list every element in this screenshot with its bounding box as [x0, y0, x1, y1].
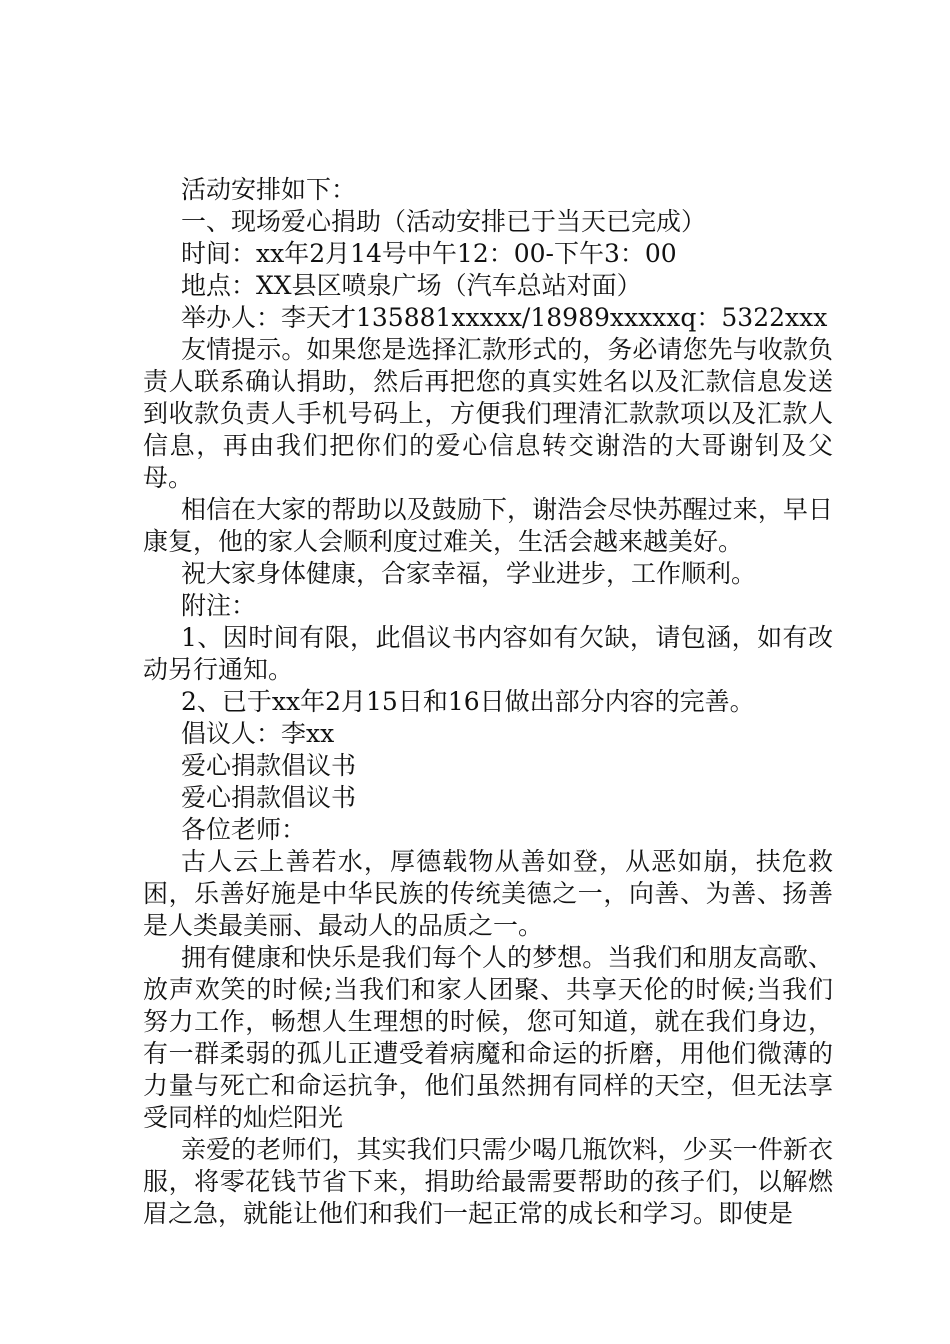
- paragraph-activity-intro: 活动安排如下：: [181, 175, 357, 204]
- document-body: [143, 174, 833, 1230]
- paragraph-wishes: 祝大家身体健康，合家幸福，学业进步，工作顺利。: [181, 559, 757, 588]
- paragraph-location: 地点：XX县区喷泉广场（汽车总站对面）: [181, 271, 642, 300]
- paragraph-note-1: 1、因时间有限，此倡议书内容如有欠缺，请包涵，如有改动另行通知。: [143, 623, 833, 684]
- paragraph-notes-heading: 附注：: [181, 591, 257, 620]
- paragraph-dear-teachers: 亲爱的老师们，其实我们只需少喝几瓶饮料，少买一件新衣服，将零花钱节省下来，捐助给最需要帮助的孩子们，以解燃眉之急，就能让他们和我们一起正常的成长和学习。即使是: [143, 1135, 833, 1228]
- paragraph-title-1: 爱心捐款倡议书: [181, 751, 357, 780]
- paragraph-health-happiness: 拥有健康和快乐是我们每个人的梦想。当我们和朋友高歌、放声欢笑的时候;当我们和家人团聚、共享天伦的时候;当我们努力工作，畅想人生理想的时候，您可知道，就在我们身边，有一群柔弱的孤儿正遭受着病魔和命运的折磨，用他们微薄的力量与死亡和命运抗争，他们虽然拥有同样的天空，但无法享受同样的灿烂阳光: [143, 943, 833, 1132]
- paragraph-proposer: 倡议人：李xx: [181, 719, 335, 748]
- paragraph-salutation: 各位老师：: [181, 815, 307, 844]
- paragraph-note-2: 2、已于xx年2月15日和16日做出部分内容的完善。: [181, 687, 755, 716]
- paragraph-ancients: 古人云上善若水，厚德载物从善如登，从恶如崩，扶危救困，乐善好施是中华民族的传统美德之一，向善、为善、扬善是人类最美丽、最动人的品质之一。: [143, 847, 833, 940]
- paragraph-reminder: 友情提示。如果您是选择汇款形式的，务必请您先与收款负责人联系确认捐助，然后再把您的真实姓名以及汇款信息发送到收款负责人手机号码上，方便我们理清汇款款项以及汇款人信息，再由我们把你们的爱心信息转交谢浩的大哥谢钊及父母。: [143, 335, 833, 492]
- paragraph-encouragement: 相信在大家的帮助以及鼓励下，谢浩会尽快苏醒过来，早日康复，他的家人会顺利度过难关，生活会越来越美好。: [143, 495, 833, 556]
- paragraph-title-2: 爱心捐款倡议书: [181, 783, 357, 812]
- paragraph-onsite-donation: 一、现场爱心捐助（活动安排已于当天已完成）: [181, 207, 707, 236]
- paragraph-time: 时间：xx年2月14号中午12：00-下午3：00: [181, 239, 677, 268]
- paragraph-organizer: 举办人：李天才135881xxxxx/18989xxxxxq：5322xxx: [181, 303, 828, 332]
